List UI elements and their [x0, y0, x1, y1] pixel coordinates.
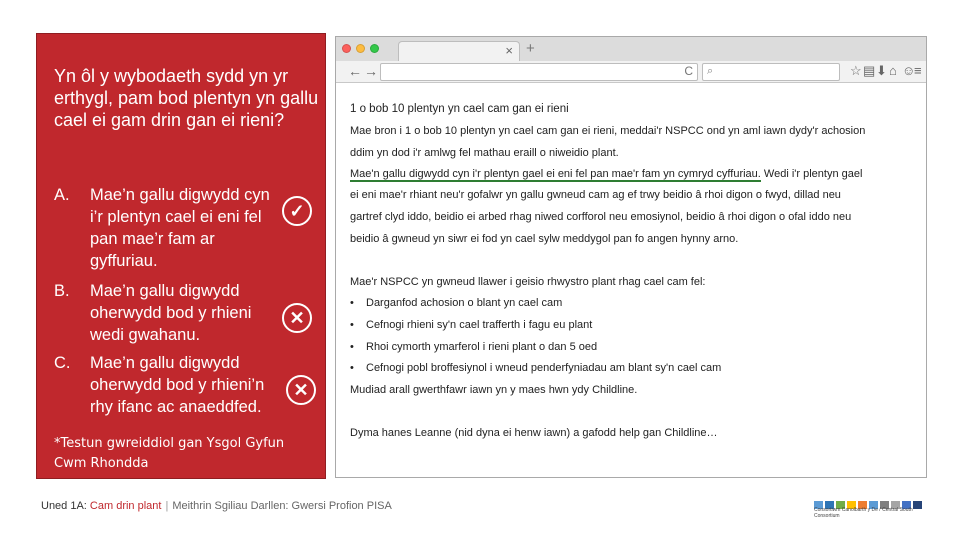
smiley-icon[interactable]: ☺ — [902, 63, 916, 78]
quiz-question: Yn ôl y wybodaeth sydd yn yr erthygl, pam bod plentyn yn gallu cael ei gam drin gan ei rieni? — [54, 66, 319, 130]
window-minimize-button[interactable] — [356, 44, 365, 53]
article-line: Mudiad arall gwerthfawr iawn yn y maes hwn ydy Childline. — [350, 384, 638, 396]
close-icon[interactable]: × — [505, 43, 513, 58]
list-item-text: Darganfod achosion o blant yn cael cam — [366, 297, 563, 309]
menu-icon[interactable]: ≡ — [914, 63, 922, 78]
list-item — [350, 341, 597, 353]
highlighted-sentence: Mae'n gallu digwydd cyn i'r plentyn gael ei eni fel pan mae'r fam yn cymryd cyffuriau. — [350, 168, 761, 180]
window-close-button[interactable] — [342, 44, 351, 53]
tab-bar — [336, 37, 926, 61]
reading-list-icon[interactable]: ▤ — [863, 63, 876, 78]
article-line — [350, 168, 862, 180]
source-footnote: *Testun gwreiddiol gan Ysgol Gyfun Cwm Rhondda — [54, 436, 285, 471]
home-icon[interactable]: ⌂ — [889, 63, 897, 78]
cross-icon: ✕ — [286, 375, 316, 405]
option-text: Mae’n gallu digwydd cyn i’r plentyn cael ei eni fel pan mae’r fam ar gyffuriau. — [90, 186, 270, 270]
bullet-icon: • — [350, 362, 354, 374]
list-item-text: Rhoi cymorth ymarferol i rieni plant o dan 5 oed — [366, 341, 598, 353]
browser-tab[interactable] — [398, 41, 520, 61]
reload-icon[interactable]: C — [684, 64, 693, 78]
option-text: Mae’n gallu digwydd oherwydd bod y rhieni’n rhy ifanc ac anaeddfed. — [90, 354, 265, 416]
article-line: Mae bron i 1 o bob 10 plentyn yn cael cam gan ei rieni, meddai'r NSPCC ond yn aml iawn dydy'r achosion — [350, 125, 866, 137]
option-c[interactable] — [54, 352, 324, 418]
footer-separator: | — [165, 500, 169, 512]
list-item — [350, 319, 592, 331]
forward-arrow-icon[interactable]: → — [364, 63, 378, 79]
option-letter: B. — [54, 282, 70, 300]
slide-footer — [41, 500, 392, 512]
article-line: ei eni mae'r rhiant neu'r gofalwr yn gallu gwneud cam ag ef trwy beidio â rhoi digon o fwyd, dillad neu — [350, 189, 841, 201]
download-icon[interactable]: ⬇ — [876, 63, 887, 78]
search-input[interactable] — [702, 63, 840, 81]
article-title: 1 o bob 10 plentyn yn cael cam gan ei rieni — [350, 103, 569, 115]
footer-unit: Uned 1A: — [41, 500, 90, 512]
article-line: gartref clyd iddo, beidio ei arbed rhag niwed corfforol neu emosiynol, beidio â rhoi digon o ofal iddo neu — [350, 211, 852, 223]
option-letter: C. — [54, 354, 71, 372]
footer-course: Meithrin Sgiliau Darllen: Gwersi Profion PISA — [172, 500, 392, 512]
logo-text: Consortiwm Canolbarth y De / Central South Consortium — [814, 507, 913, 519]
article-line: beidio â gwneud yn siwr ei fod yn cael sylw meddygol pan fo angen hynny arno. — [350, 233, 739, 245]
option-text: Mae’n gallu digwydd oherwydd bod y rhieni wedi gwahanu. — [90, 282, 252, 344]
article-line: ddim yn dod i'r amlwg fel mathau eraill o niweidio plant. — [350, 147, 619, 159]
bullet-icon: • — [350, 341, 354, 353]
bullet-icon: • — [350, 297, 354, 309]
article-line: Dyma hanes Leanne (nid dyna ei henw iawn) a gafodd help gan Childline… — [350, 427, 718, 439]
list-item-text: Cefnogi pobl broffesiynol i wneud penderfyniadau am blant sy'n cael cam — [366, 362, 722, 374]
address-bar[interactable] — [380, 63, 698, 81]
browser-window — [335, 36, 927, 478]
list-item — [350, 362, 721, 374]
browser-toolbar — [336, 61, 926, 83]
consortium-logo — [808, 496, 928, 526]
list-item-text: Cefnogi rhieni sy'n cael trafferth i fagu eu plant — [366, 319, 593, 331]
article-line-continuation: Wedi i'r plentyn gael — [760, 168, 863, 180]
check-icon: ✓ — [282, 196, 312, 226]
cross-icon: ✕ — [282, 303, 312, 333]
bullet-icon: • — [350, 319, 354, 331]
new-tab-icon[interactable]: + — [526, 40, 535, 57]
option-a[interactable] — [54, 184, 324, 274]
back-arrow-icon[interactable]: ← — [348, 63, 362, 79]
search-icon: ⌕ — [707, 65, 714, 77]
list-item — [350, 297, 562, 309]
window-zoom-button[interactable] — [370, 44, 379, 53]
star-icon[interactable]: ☆ — [850, 63, 862, 78]
option-letter: A. — [54, 186, 70, 204]
article-line: Mae'r NSPCC yn gwneud llawer i geisio rhwystro plant rhag cael cam fel: — [350, 276, 706, 288]
footer-unit-topic: Cam drin plant — [89, 500, 162, 512]
quiz-panel — [36, 33, 326, 479]
logo-squares — [814, 496, 924, 504]
